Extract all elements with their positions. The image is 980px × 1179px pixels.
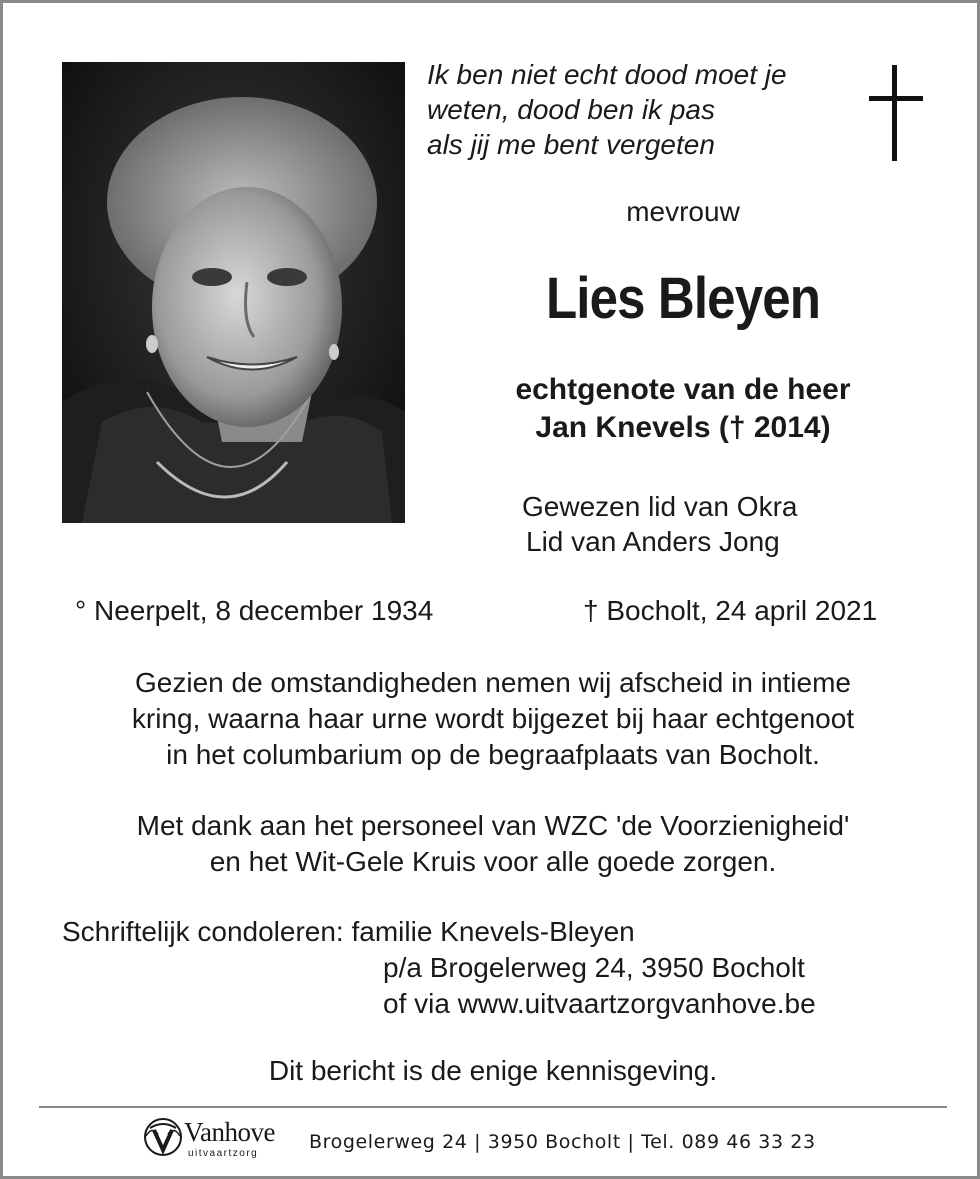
condolences-block bbox=[62, 914, 816, 1022]
condolences-label: Schriftelijk condoleren: bbox=[62, 916, 344, 947]
birth-date: ° Neerpelt, 8 december 1934 bbox=[75, 595, 434, 626]
condolences-line: familie Knevels-Bleyen bbox=[351, 916, 635, 947]
death-date: † Bocholt, 24 april 2021 bbox=[583, 595, 878, 626]
paragraph-line: in het columbarium op de begraafplaats van Bocholt. bbox=[166, 739, 820, 770]
funeral-paragraph bbox=[23, 665, 963, 773]
vanhove-logo-icon bbox=[142, 1116, 184, 1158]
portrait-photo bbox=[62, 62, 405, 523]
condolences-line: p/a Brogelerweg 24, 3950 Bocholt bbox=[383, 952, 805, 983]
membership-list bbox=[522, 489, 797, 559]
deceased-name: Lies Bleyen bbox=[545, 266, 821, 331]
membership-item: Gewezen lid van Okra bbox=[522, 491, 798, 522]
brand-subtitle: uitvaartzorg bbox=[188, 1148, 259, 1159]
closing-statement: Dit bericht is de enige kennisgeving. bbox=[268, 1055, 718, 1086]
spouse-info bbox=[403, 371, 963, 447]
poem-line: Ik ben niet echt dood moet je bbox=[427, 59, 787, 90]
footer-address: Brogelerweg 24 | 3950 Bocholt | Tel. 089 46 33 23 bbox=[309, 1131, 816, 1153]
footer-divider bbox=[39, 1106, 947, 1108]
cross-icon bbox=[865, 65, 927, 163]
poem-line: als jij me bent vergeten bbox=[427, 129, 715, 160]
title-prefix: mevrouw bbox=[626, 196, 740, 227]
paragraph-line: Gezien de omstandigheden nemen wij afscheid in intieme bbox=[135, 667, 851, 698]
poem-line: weten, dood ben ik pas bbox=[427, 94, 715, 125]
thanks-paragraph bbox=[23, 808, 963, 880]
paragraph-line: en het Wit-Gele Kruis voor alle goede zorgen. bbox=[209, 846, 777, 877]
condolences-line[interactable]: of via www.uitvaartzorgvanhove.be bbox=[383, 988, 816, 1019]
vanhove-logo bbox=[142, 1114, 302, 1164]
brand-name: Vanhove bbox=[184, 1117, 275, 1147]
paragraph-line: kring, waarna haar urne wordt bijgezet bij haar echtgenoot bbox=[131, 703, 855, 734]
spouse-line: Jan Knevels († 2014) bbox=[535, 411, 831, 444]
poem bbox=[427, 57, 847, 162]
membership-item: Lid van Anders Jong bbox=[526, 526, 780, 557]
paragraph-line: Met dank aan het personeel van WZC 'de Voorzienigheid' bbox=[136, 810, 850, 841]
spouse-line: echtgenote van de heer bbox=[515, 373, 851, 406]
